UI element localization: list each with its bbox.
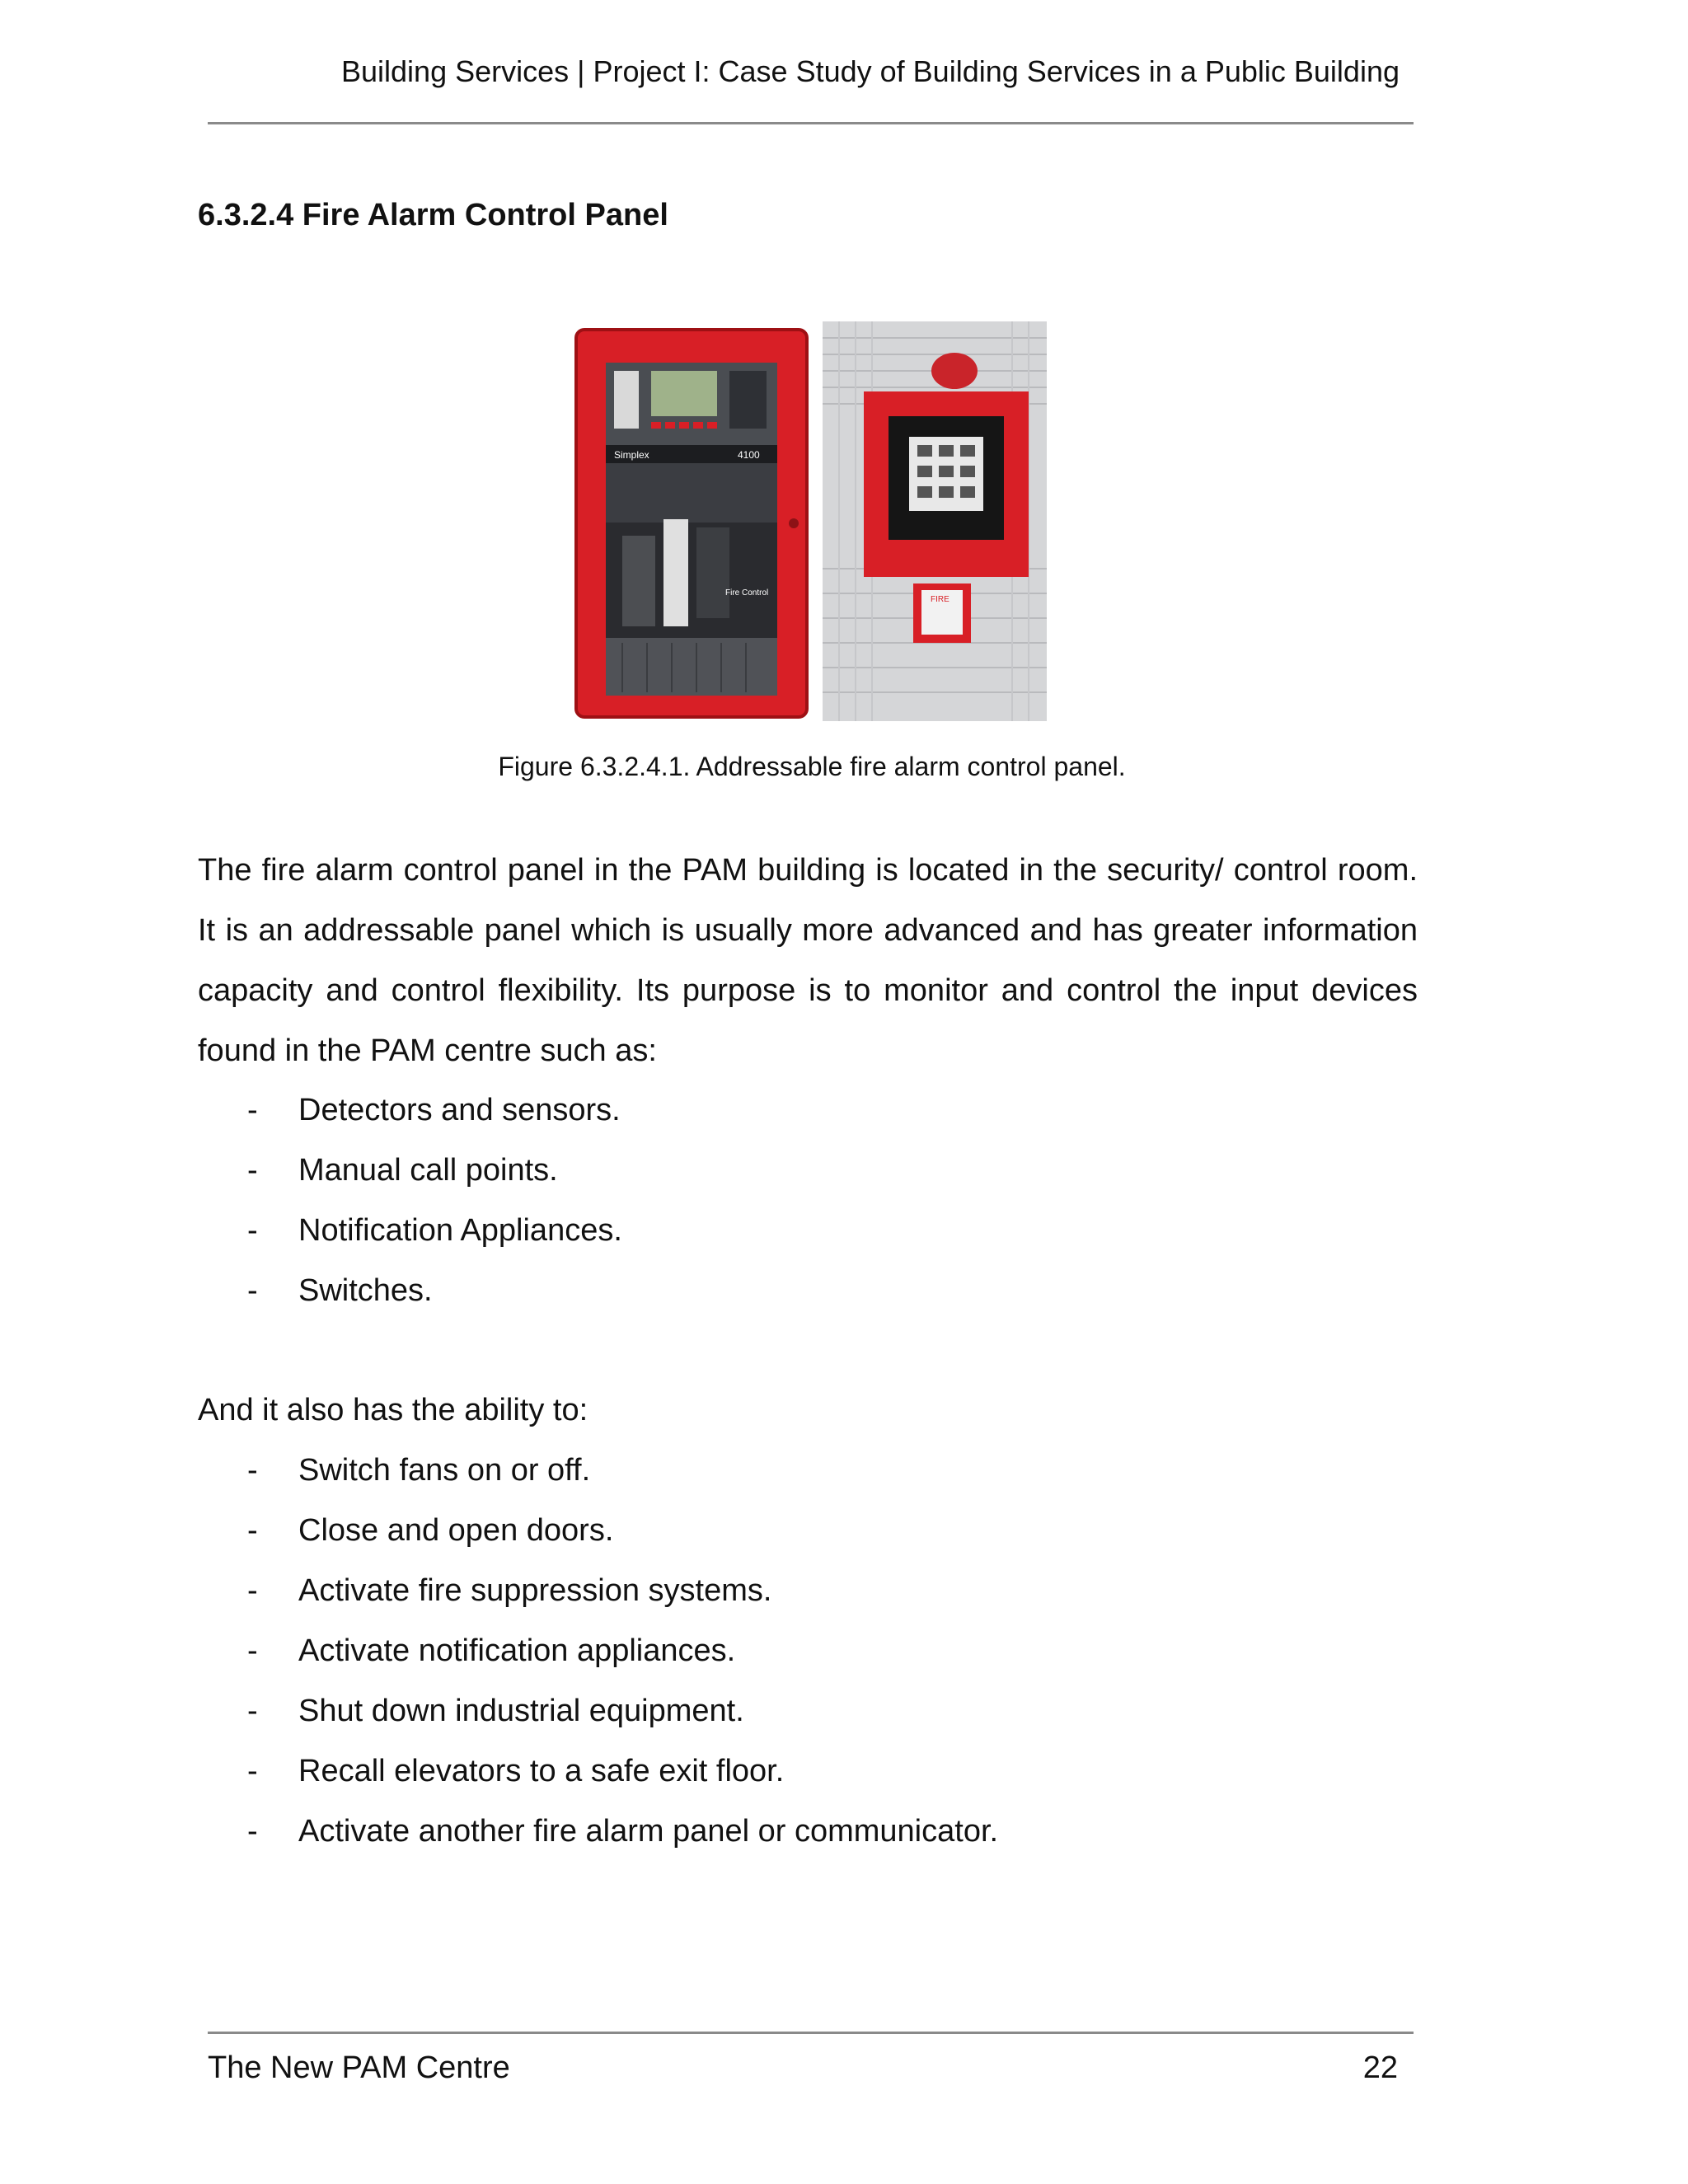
page-header-title: Building Services | Project I: Case Study of Building Services in a Public Building: [341, 54, 1400, 88]
list-item-text: Activate fire suppression systems.: [298, 1573, 772, 1608]
ability-intro: And it also has the ability to:: [198, 1393, 588, 1427]
list-bullet: -: [247, 1814, 258, 1849]
list-item-text: Manual call points.: [298, 1153, 558, 1188]
list-bullet: -: [247, 1633, 258, 1668]
figure: [573, 321, 1048, 721]
list-item-text: Close and open doors.: [298, 1513, 614, 1548]
list-item-text: Notification Appliances.: [298, 1213, 622, 1248]
list-item-text: Shut down industrial equipment.: [298, 1694, 744, 1728]
page-number: 22: [1362, 2050, 1398, 2085]
body-paragraph: The fire alarm control panel in the PAM building is located in the security/ control room. It is an addressable panel which is usually more advanced and has greater information capacity and control flexibility. Its purpose is to monitor and control the input devices found in the PAM centre such as:: [198, 853, 1418, 1068]
panel-model-text: 4100: [738, 449, 760, 461]
panel-brand-text: Simplex: [614, 449, 649, 461]
list-item-text: Switch fans on or off.: [298, 1453, 591, 1488]
panel-label-text: Fire Control: [725, 588, 769, 598]
body-paragraph-block: [198, 841, 1418, 1081]
list-bullet: -: [247, 1513, 258, 1548]
footer-title: The New PAM Centre: [208, 2050, 510, 2085]
fire-sign-text: FIRE: [931, 595, 950, 604]
wall-mounted-panel-photo: [823, 321, 1047, 721]
list-bullet: -: [247, 1213, 258, 1248]
list-item-text: Detectors and sensors.: [298, 1093, 621, 1127]
list-bullet: -: [247, 1573, 258, 1608]
list-bullet: -: [247, 1453, 258, 1488]
list-item-text: Activate another fire alarm panel or communicator.: [298, 1814, 999, 1849]
list-bullet: -: [247, 1093, 258, 1127]
fire-control-panel-photo: [573, 321, 810, 721]
list-bullet: -: [247, 1694, 258, 1728]
footer-divider: [208, 2032, 1414, 2034]
list-bullet: -: [247, 1273, 258, 1308]
list-item-text: Activate notification appliances.: [298, 1633, 736, 1668]
header-divider: [208, 122, 1414, 124]
list-item-text: Recall elevators to a safe exit floor.: [298, 1754, 785, 1788]
list-item-text: Switches.: [298, 1273, 433, 1308]
section-heading: 6.3.2.4 Fire Alarm Control Panel: [198, 198, 668, 232]
list-bullet: -: [247, 1153, 258, 1188]
figure-caption: Figure 6.3.2.4.1. Addressable fire alarm control panel.: [498, 752, 1126, 781]
list-bullet: -: [247, 1754, 258, 1788]
